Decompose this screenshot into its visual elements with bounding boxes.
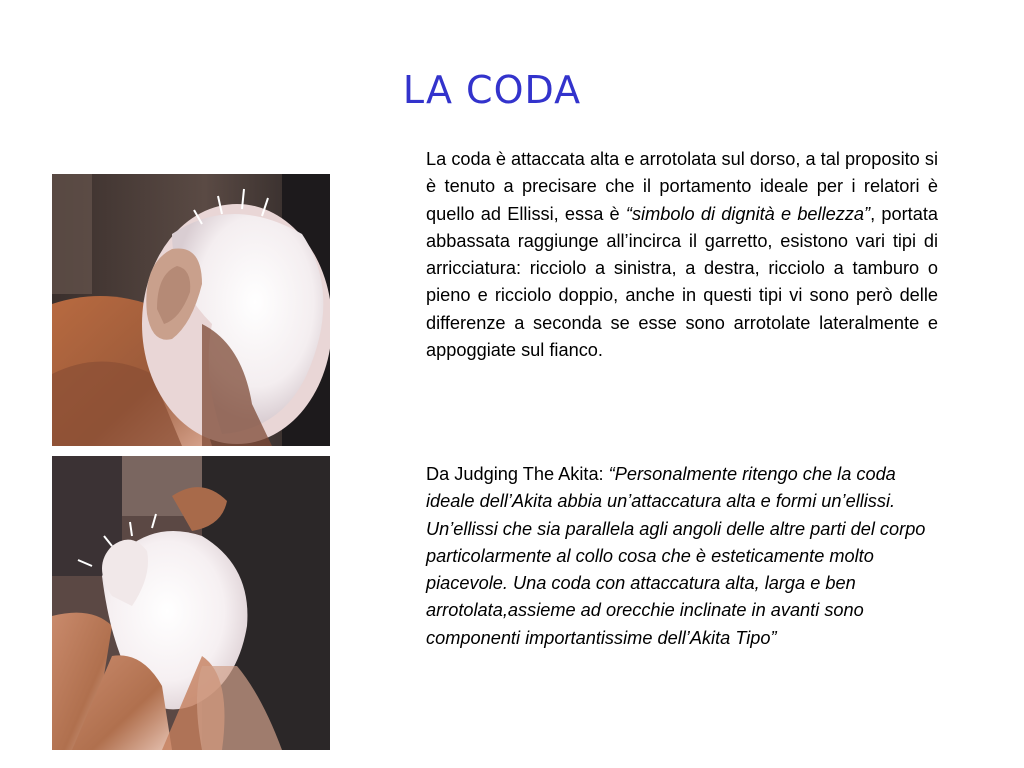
akita-tail-photo-bottom (52, 456, 330, 750)
tail-description-quote: “simbolo di dignità e bellezza” (625, 203, 871, 224)
judging-akita-lead: Da Judging The Akita: (426, 464, 609, 484)
slide-title: LA CODA (402, 68, 582, 112)
judging-akita-quote: “Personalmente ritengo che la coda ideale dell’Akita abbia un’attaccatura alta e formi un’ellissi. Un’ellissi che sia parallela agli angoli delle altre parti del corpo particolarmente al collo cosa che è esteticamente molto piacevole. Una coda con attaccatura alta, larga e ben arrotolata,assieme ad orecchie inclinate in avanti sono componenti importantissime dell’Akita Tipo” (426, 464, 926, 648)
akita-tail-photo-top (52, 174, 330, 446)
judging-akita-quote-paragraph (426, 461, 941, 652)
tail-description-paragraph (426, 146, 938, 364)
tail-description-text: La coda è attaccata alta e arrotolata sul dorso, a tal proposito si è tenuto a precisare che il portamento ideale per i relatori è quello ad Ellissi, essa è (426, 149, 938, 224)
tail-description-text-end: , portata abbassata raggiunge all’incirca il garretto, esistono vari tipi di arricciatura: ricciolo a sinistra, a destra, ricciolo a tamburo o pieno e ricciolo doppio, anche in questi tipi vi sono però delle differenze a seconda se esse sono arrotolate lateralmente e appoggiate sul fianco. (426, 203, 938, 361)
